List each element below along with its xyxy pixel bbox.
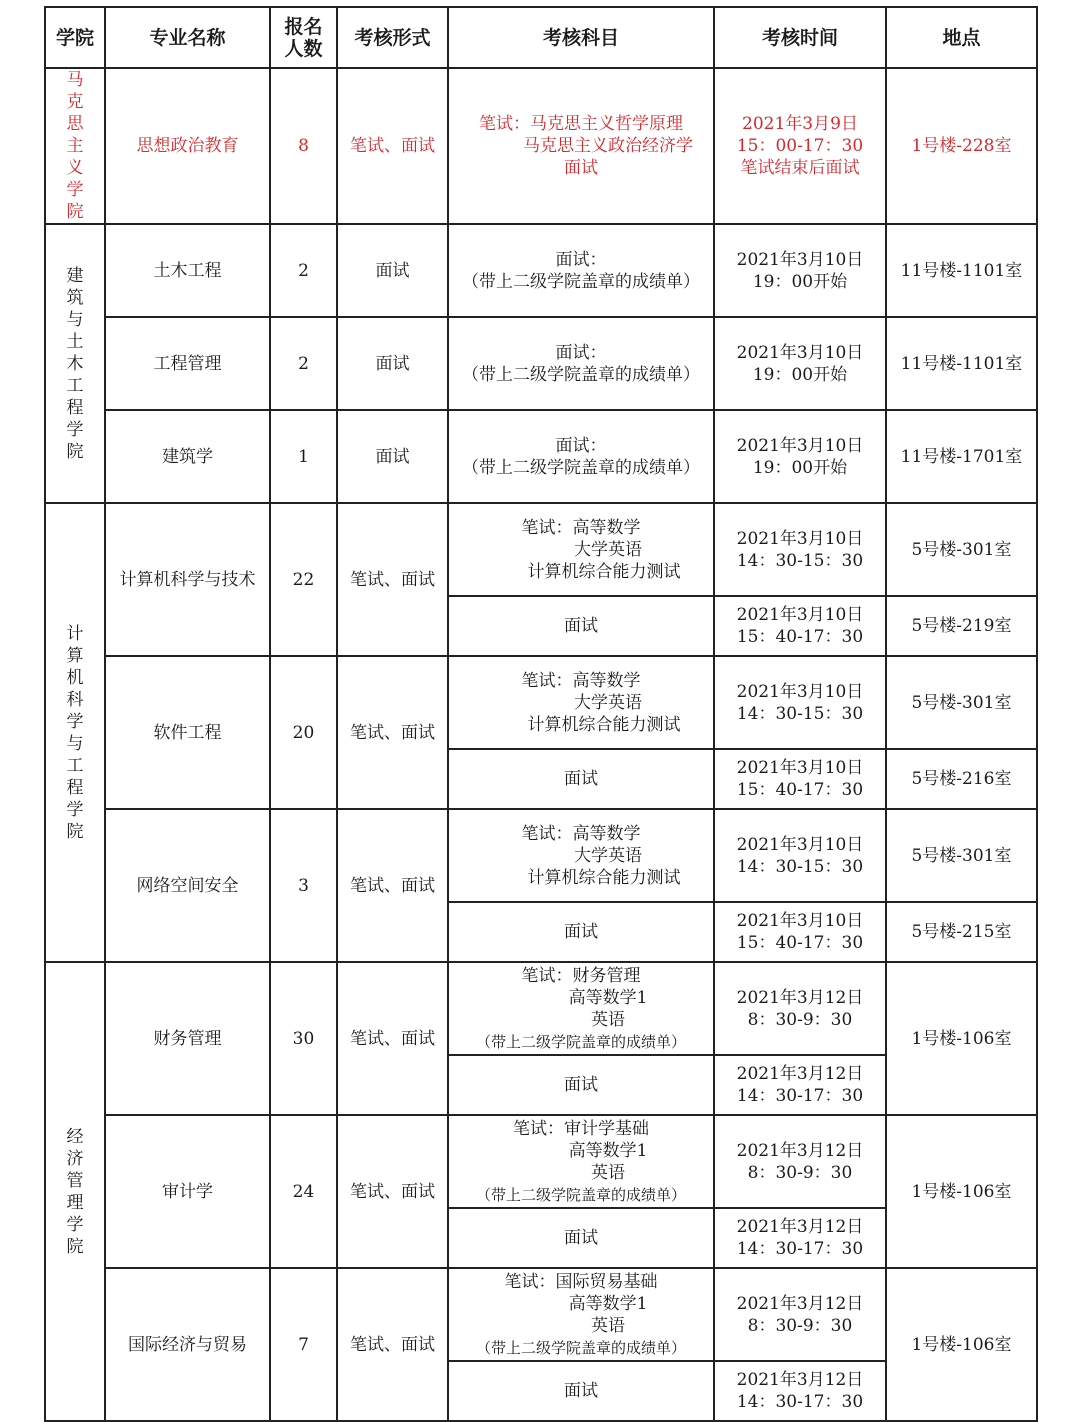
- table-row: [45, 317, 1037, 410]
- major-cell: 审计学: [105, 1115, 270, 1268]
- location-cell: 5号楼-301室: [886, 503, 1037, 596]
- time-line: 14：30-17：30: [736, 1086, 864, 1106]
- table-row: [45, 503, 1037, 596]
- subject-line: 面试：: [555, 249, 607, 270]
- time-line: 2021年3月12日: [736, 987, 864, 1008]
- college-cell-marx: [45, 68, 105, 224]
- form-cell: 面试: [337, 224, 448, 317]
- subject-line: （带上二级学院盖章的成绩单）: [475, 1032, 686, 1051]
- location-cell: 5号楼-301室: [886, 656, 1037, 749]
- time-line: 笔试结束后面试: [740, 158, 860, 178]
- time-line: 19：00开始: [752, 271, 848, 292]
- time-line: 15：40-17：30: [736, 933, 864, 953]
- exam-schedule-table: [44, 6, 1038, 1422]
- table-row: [45, 962, 1037, 1055]
- subjects-cell: [448, 809, 714, 902]
- time-line: 15：00-17：30: [736, 136, 864, 156]
- subjects-cell: 面试: [448, 1361, 714, 1421]
- college-cell-cs: [45, 503, 105, 962]
- subject-line: 计算机综合能力测试: [527, 867, 681, 888]
- subject-line: 高等数学1: [568, 1140, 648, 1161]
- count-cell: 2: [270, 317, 337, 410]
- time-line: 15：40-17：30: [736, 627, 864, 647]
- location-cell: 1号楼-106室: [886, 962, 1037, 1115]
- time-cell: [714, 1208, 886, 1268]
- subject-line: 计算机综合能力测试: [527, 714, 681, 735]
- time-line: 2021年3月10日: [736, 911, 864, 931]
- college-cell-civil: [45, 224, 105, 503]
- form-cell: 笔试、面试: [337, 1115, 448, 1268]
- time-cell: [714, 1055, 886, 1115]
- subject-line: 笔试：马克思主义哲学原理: [479, 114, 683, 134]
- location-cell: 5号楼-219室: [886, 596, 1037, 656]
- table-row: [45, 224, 1037, 317]
- subject-line: 英语: [591, 1162, 625, 1183]
- subject-line: 大学英语: [574, 692, 642, 713]
- subject-line: 笔试：高等数学: [521, 823, 641, 844]
- time-line: 8：30-9：30: [747, 1009, 853, 1030]
- count-cell: 24: [270, 1115, 337, 1268]
- time-line: 2021年3月10日: [736, 605, 864, 625]
- time-cell: [714, 410, 886, 503]
- count-cell: 2: [270, 224, 337, 317]
- location-cell: 11号楼-1101室: [886, 317, 1037, 410]
- subject-line: 笔试：财务管理: [521, 965, 641, 986]
- count-cell: 3: [270, 809, 337, 962]
- subject-line: 高等数学1: [568, 1293, 648, 1314]
- subject-line: 面试：: [555, 435, 607, 456]
- subject-line: 计算机综合能力测试: [527, 561, 681, 582]
- major-cell: 网络空间安全: [105, 809, 270, 962]
- header-form: 考核形式: [337, 7, 448, 68]
- time-cell: [714, 749, 886, 809]
- subjects-cell: [448, 1268, 714, 1361]
- major-cell: 建筑学: [105, 410, 270, 503]
- subject-line: （带上二级学院盖章的成绩单）: [462, 271, 700, 292]
- subjects-cell: [448, 962, 714, 1055]
- subject-line: 笔试：高等数学: [521, 670, 641, 691]
- time-cell: [714, 596, 886, 656]
- major-cell: 思想政治教育: [105, 68, 270, 224]
- form-cell: 笔试、面试: [337, 656, 448, 809]
- form-cell: 笔试、面试: [337, 962, 448, 1115]
- subject-line: 英语: [591, 1009, 625, 1030]
- subjects-cell: [448, 656, 714, 749]
- count-cell: 30: [270, 962, 337, 1115]
- table-row: [45, 410, 1037, 503]
- college-cell-econ: [45, 962, 105, 1421]
- time-cell: [714, 1115, 886, 1208]
- header-count: [270, 7, 337, 68]
- count-cell: 20: [270, 656, 337, 809]
- time-line: 8：30-9：30: [747, 1162, 853, 1183]
- header-major: 专业名称: [105, 7, 270, 68]
- subject-line: 英语: [591, 1315, 625, 1336]
- subject-line: （带上二级学院盖章的成绩单）: [475, 1185, 686, 1204]
- subjects-cell: [448, 410, 714, 503]
- location-cell: 11号楼-1701室: [886, 410, 1037, 503]
- header-location: 地点: [886, 7, 1037, 68]
- form-cell: 笔试、面试: [337, 68, 448, 224]
- header-count-text: 报名人数: [284, 15, 323, 60]
- location-cell: 11号楼-1101室: [886, 224, 1037, 317]
- time-line: 2021年3月12日: [736, 1217, 864, 1237]
- time-line: 19：00开始: [752, 457, 848, 478]
- subject-line: 笔试：高等数学: [521, 517, 641, 538]
- time-cell: [714, 656, 886, 749]
- time-cell: [714, 68, 886, 224]
- form-cell: 笔试、面试: [337, 809, 448, 962]
- form-cell: 笔试、面试: [337, 1268, 448, 1421]
- time-line: 15：40-17：30: [736, 780, 864, 800]
- time-cell: [714, 1268, 886, 1361]
- subjects-cell: 面试: [448, 1055, 714, 1115]
- subject-line: 马克思主义政治经济学: [523, 136, 693, 156]
- header-subjects: 考核科目: [448, 7, 714, 68]
- time-line: 2021年3月10日: [736, 758, 864, 778]
- header-row: [45, 7, 1037, 68]
- subjects-cell: 面试: [448, 749, 714, 809]
- subjects-cell: [448, 68, 714, 224]
- time-cell: [714, 809, 886, 902]
- form-cell: 笔试、面试: [337, 503, 448, 656]
- time-line: 2021年3月10日: [736, 681, 864, 702]
- time-line: 14：30-17：30: [736, 1392, 864, 1412]
- major-cell: 软件工程: [105, 656, 270, 809]
- subject-line: （带上二级学院盖章的成绩单）: [462, 364, 700, 385]
- subject-line: 笔试：国际贸易基础: [504, 1271, 658, 1292]
- location-cell: 5号楼-216室: [886, 749, 1037, 809]
- time-line: 14：30-17：30: [736, 1239, 864, 1259]
- subjects-cell: [448, 503, 714, 596]
- subject-line: 高等数学1: [568, 987, 648, 1008]
- count-cell: 8: [270, 68, 337, 224]
- location-cell: 5号楼-215室: [886, 902, 1037, 962]
- location-cell: 1号楼-228室: [886, 68, 1037, 224]
- time-cell: [714, 317, 886, 410]
- major-cell: 工程管理: [105, 317, 270, 410]
- header-college: 学院: [45, 7, 105, 68]
- subject-line: 大学英语: [574, 845, 642, 866]
- major-cell: 国际经济与贸易: [105, 1268, 270, 1421]
- time-line: 14：30-15：30: [736, 856, 864, 877]
- college-name: 马克思主义学院: [66, 70, 84, 222]
- table-row: [45, 1115, 1037, 1208]
- subjects-cell: 面试: [448, 596, 714, 656]
- table-row: [45, 656, 1037, 749]
- subject-line: 面试: [564, 158, 598, 178]
- time-cell: [714, 962, 886, 1055]
- time-line: 8：30-9：30: [747, 1315, 853, 1336]
- time-cell: [714, 503, 886, 596]
- time-line: 2021年3月10日: [736, 249, 864, 270]
- count-cell: 22: [270, 503, 337, 656]
- subject-line: （带上二级学院盖章的成绩单）: [462, 457, 700, 478]
- time-cell: [714, 902, 886, 962]
- form-cell: 面试: [337, 317, 448, 410]
- time-line: 2021年3月10日: [736, 435, 864, 456]
- time-line: 2021年3月10日: [736, 342, 864, 363]
- subject-line: （带上二级学院盖章的成绩单）: [475, 1338, 686, 1357]
- count-cell: 1: [270, 410, 337, 503]
- time-line: 2021年3月10日: [736, 834, 864, 855]
- time-line: 14：30-15：30: [736, 703, 864, 724]
- subjects-cell: 面试: [448, 902, 714, 962]
- college-name: 经济管理学院: [66, 1126, 84, 1257]
- major-cell: 土木工程: [105, 224, 270, 317]
- subject-line: 面试：: [555, 342, 607, 363]
- subject-line: 大学英语: [574, 539, 642, 560]
- time-line: 2021年3月12日: [736, 1140, 864, 1161]
- major-cell: 计算机科学与技术: [105, 503, 270, 656]
- count-cell: 7: [270, 1268, 337, 1421]
- form-cell: 面试: [337, 410, 448, 503]
- location-cell: 5号楼-301室: [886, 809, 1037, 902]
- time-line: 2021年3月9日: [742, 114, 858, 134]
- subjects-cell: [448, 1115, 714, 1208]
- college-name: 建筑与土木工程学院: [66, 265, 84, 462]
- table-row: [45, 1268, 1037, 1361]
- time-line: 2021年3月12日: [736, 1293, 864, 1314]
- location-cell: 1号楼-106室: [886, 1268, 1037, 1421]
- table-row: [45, 809, 1037, 902]
- subjects-cell: [448, 317, 714, 410]
- time-cell: [714, 224, 886, 317]
- subject-line: 笔试：审计学基础: [513, 1118, 649, 1139]
- subjects-cell: [448, 224, 714, 317]
- header-time: 考核时间: [714, 7, 886, 68]
- time-line: 2021年3月12日: [736, 1064, 864, 1084]
- location-cell: 1号楼-106室: [886, 1115, 1037, 1268]
- table-row: [45, 68, 1037, 224]
- time-line: 19：00开始: [752, 364, 848, 385]
- college-name: 计算机科学与工程学院: [66, 623, 84, 842]
- time-line: 2021年3月10日: [736, 528, 864, 549]
- subjects-cell: 面试: [448, 1208, 714, 1268]
- time-line: 14：30-15：30: [736, 550, 864, 571]
- time-cell: [714, 1361, 886, 1421]
- time-line: 2021年3月12日: [736, 1370, 864, 1390]
- major-cell: 财务管理: [105, 962, 270, 1115]
